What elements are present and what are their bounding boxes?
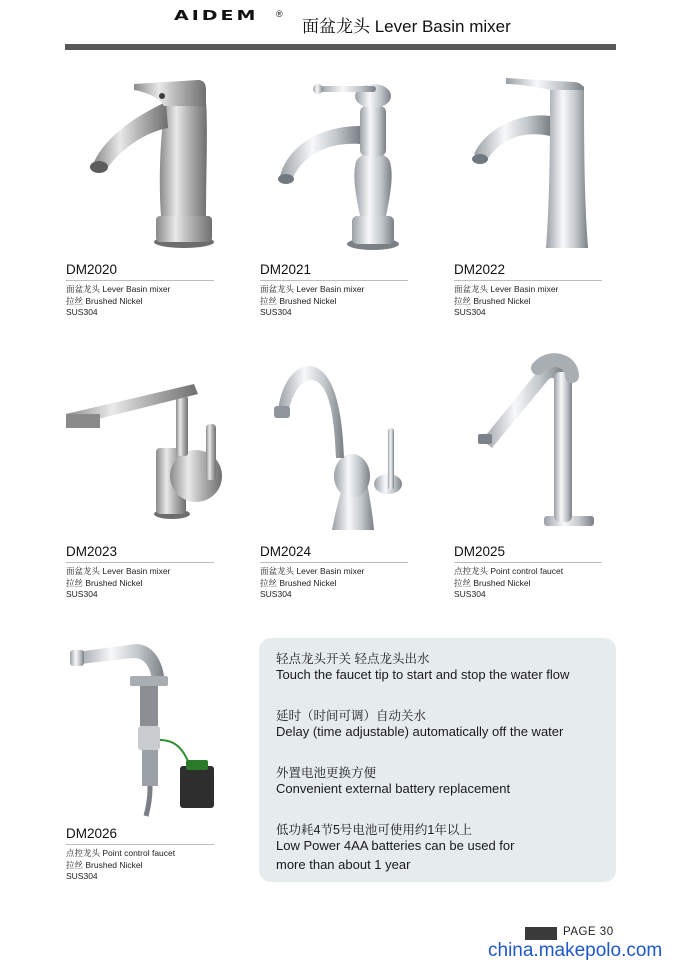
feature-en: Delay (time adjustable) automatically off the water xyxy=(276,724,564,739)
feature-en-continued: more than about 1 year xyxy=(276,857,411,872)
feature-zh: 低功耗4节5号电池可使用约1年以上 xyxy=(276,823,472,837)
header-divider xyxy=(65,44,616,50)
feature-zh: 外置电池更换方便 xyxy=(276,766,377,780)
feature-zh: 延时（时间可调）自动关水 xyxy=(276,709,427,723)
product-type: 点控龙头 Point control faucet xyxy=(454,566,564,576)
product-finish: 拉丝 Brushed Nickel xyxy=(260,296,337,306)
faucet-image-dm2026 xyxy=(66,630,246,820)
product-material: SUS304 xyxy=(454,589,486,599)
feature-box xyxy=(259,638,616,882)
product-code: DM2021 xyxy=(260,262,312,277)
page-marker-bar xyxy=(525,927,557,940)
faucet-image-dm2020 xyxy=(66,66,246,256)
product-code: DM2025 xyxy=(454,544,506,559)
faucet-image-dm2022 xyxy=(454,66,634,256)
watermark: china.makepolo.com xyxy=(488,940,663,961)
feature-en: Touch the faucet tip to start and stop the water flow xyxy=(276,667,570,682)
product-material: SUS304 xyxy=(66,589,98,599)
product-code: DM2023 xyxy=(66,544,118,559)
page-header xyxy=(0,0,680,50)
feature-en: Low Power 4AA batteries can be used for xyxy=(276,838,515,853)
divider xyxy=(66,844,214,845)
product-code: DM2026 xyxy=(66,826,118,841)
product-type: 面盆龙头 Lever Basin mixer xyxy=(260,284,365,294)
product-type: 面盆龙头 Lever Basin mixer xyxy=(66,284,171,294)
product-finish: 拉丝 Brushed Nickel xyxy=(66,578,143,588)
divider xyxy=(260,562,408,563)
product-type: 面盆龙头 Lever Basin mixer xyxy=(260,566,365,576)
faucet-image-dm2025 xyxy=(454,348,634,538)
registered-mark: ® xyxy=(276,9,283,19)
feature-zh: 轻点龙头开关 轻点龙头出水 xyxy=(276,652,430,666)
faucet-image-dm2023 xyxy=(66,348,246,538)
product-finish: 拉丝 Brushed Nickel xyxy=(260,578,337,588)
product-finish: 拉丝 Brushed Nickel xyxy=(66,860,143,870)
product-type: 点控龙头 Point control faucet xyxy=(66,848,176,858)
product-type: 面盆龙头 Lever Basin mixer xyxy=(454,284,559,294)
product-material: SUS304 xyxy=(66,871,98,881)
divider xyxy=(260,280,408,281)
page-title: 面盆龙头 Lever Basin mixer xyxy=(302,17,511,36)
product-code: DM2020 xyxy=(66,262,118,277)
page-number: PAGE 30 xyxy=(563,926,614,938)
divider xyxy=(66,562,214,563)
feature-en: Convenient external battery replacement xyxy=(276,781,511,796)
faucet-image-dm2021 xyxy=(260,66,440,256)
faucet-image-dm2024 xyxy=(260,348,440,538)
product-type: 面盆龙头 Lever Basin mixer xyxy=(66,566,171,576)
divider xyxy=(454,562,602,563)
product-code: DM2022 xyxy=(454,262,506,277)
product-finish: 拉丝 Brushed Nickel xyxy=(454,578,531,588)
product-material: SUS304 xyxy=(260,307,292,317)
product-material: SUS304 xyxy=(454,307,486,317)
product-finish: 拉丝 Brushed Nickel xyxy=(66,296,143,306)
product-finish: 拉丝 Brushed Nickel xyxy=(454,296,531,306)
divider xyxy=(454,280,602,281)
product-code: DM2024 xyxy=(260,544,312,559)
brand-logo: AIDEM xyxy=(174,8,259,24)
divider xyxy=(66,280,214,281)
product-material: SUS304 xyxy=(260,589,292,599)
product-material: SUS304 xyxy=(66,307,98,317)
